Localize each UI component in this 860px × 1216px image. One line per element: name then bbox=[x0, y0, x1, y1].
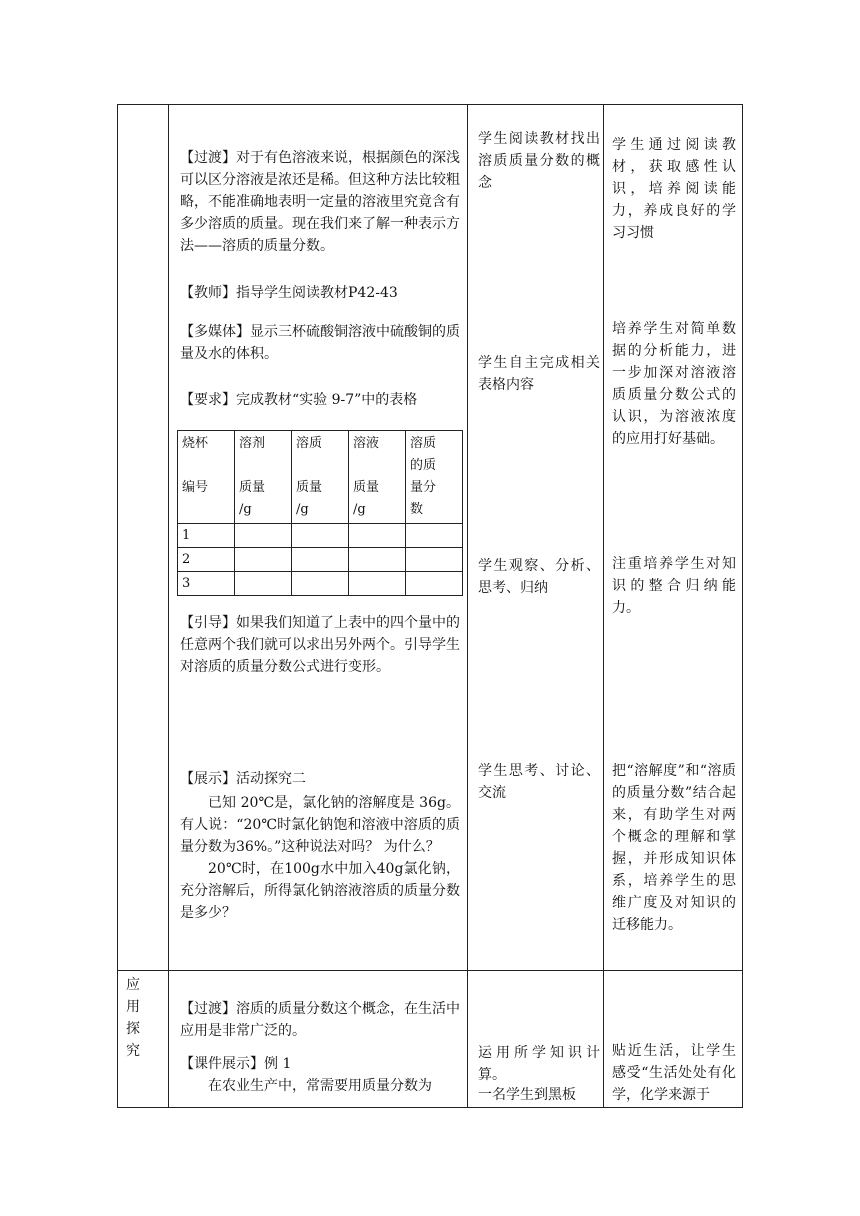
show-question-1: 已知 20℃是，氯化钠的溶解度是 36g。有人说：“20℃时氯化钠饱和溶液中溶质的质量分数为36%。”这种说法对吗？ 为什么？ bbox=[180, 795, 460, 855]
table-header-row bbox=[178, 431, 463, 524]
table-row: 2 bbox=[178, 548, 463, 572]
col-divider-1 bbox=[168, 104, 169, 1108]
show-title: 【展示】活动探究二 bbox=[180, 771, 306, 787]
section-char: 用 bbox=[126, 999, 141, 1015]
header-cell: 烧杯 编号 bbox=[178, 431, 235, 524]
col-divider-2 bbox=[467, 104, 468, 1108]
section-char: 应 bbox=[126, 977, 141, 993]
transition-paragraph: 【过渡】对于有色溶液来说，根据颜色的深浅可以区分溶液是浓还是稀。但这种方法比较粗略，不能准确地表明一定量的溶液里究竟含有多少溶质的质量。现在我们来了解一种表示方法——溶质的质量分数。 bbox=[180, 150, 460, 254]
section-label bbox=[126, 974, 146, 1062]
student-activity-1: 学生阅读教材找出溶质质量分数的概念 bbox=[478, 131, 600, 191]
table-row: 1 bbox=[178, 524, 463, 548]
media-paragraph: 【多媒体】显示三杯硫酸铜溶液中硫酸铜的质量及水的体积。 bbox=[180, 324, 460, 362]
design-intent-5: 贴近生活，让学生感受“生活处处有化学，化学来源于 bbox=[612, 1043, 736, 1103]
student-activity-2: 学生自主完成相关表格内容 bbox=[478, 355, 600, 393]
student-activity-4: 学生思考、讨论、交流 bbox=[478, 763, 600, 801]
table-row: 3 bbox=[178, 572, 463, 596]
table-border-right bbox=[742, 104, 743, 1108]
design-intent-3: 注重培养学生对知识的整合归纳能力。 bbox=[612, 556, 736, 616]
design-intent-2: 培养学生对简单数据的分析能力，进一步加深对溶液溶质质量分数公式的认识，为溶液浓度的应用打好基础。 bbox=[612, 321, 736, 447]
guide-paragraph: 【引导】如果我们知道了上表中的四个量中的任意两个我们就可以求出另外两个。引导学生对溶质的质量分数公式进行变形。 bbox=[180, 615, 460, 675]
design-intent-4: 把“溶解度”和“溶质的质量分数”结合起来，有助学生对两个概念的理解和掌握，并形成知识体系，培养学生的思维广度及对知识的迁移能力。 bbox=[612, 763, 736, 933]
col-divider-3 bbox=[603, 104, 604, 1108]
student-activity-5: 运用所学知识计算。 bbox=[478, 1045, 600, 1083]
teacher-paragraph: 【教师】指导学生阅读教材P42-43 bbox=[180, 285, 398, 301]
header-cell: 溶液 质量 /g bbox=[349, 431, 406, 524]
require-paragraph: 【要求】完成教材“实验 9-7”中的表格 bbox=[180, 392, 418, 408]
transition2-paragraph: 【过渡】溶质的质量分数这个概念，在生活中应用是非常广泛的。 bbox=[180, 1001, 460, 1039]
header-cell: 溶质 质量 /g bbox=[292, 431, 349, 524]
example-title: 【课件展示】例 1 bbox=[180, 1056, 292, 1072]
header-cell: 溶剂 质量 /g bbox=[235, 431, 292, 524]
design-intent-1: 学生通过阅读教材，获取感性认识，培养阅读能力，养成良好的学习习惯 bbox=[612, 137, 736, 241]
section-char: 探 bbox=[126, 1021, 141, 1037]
table-border-left bbox=[117, 104, 118, 1108]
example-text: 在农业生产中，常需要用质量分数为 bbox=[208, 1078, 432, 1094]
row-divider bbox=[117, 970, 743, 971]
student-activity-6: 一名学生到黑板 bbox=[478, 1087, 576, 1103]
table-border-top bbox=[117, 104, 743, 105]
show-question-2: 20℃时，在100g水中加入40g氯化钠，充分溶解后，所得氯化钠溶液溶质的质量分数是多少？ bbox=[180, 861, 460, 921]
experiment-table bbox=[177, 430, 463, 596]
student-activity-3: 学生观察、分析、思考、归纳 bbox=[478, 558, 600, 596]
table-border-bottom bbox=[117, 1107, 743, 1108]
header-cell: 溶质 的质 量分 数 bbox=[406, 431, 463, 524]
section-char: 究 bbox=[126, 1043, 141, 1059]
